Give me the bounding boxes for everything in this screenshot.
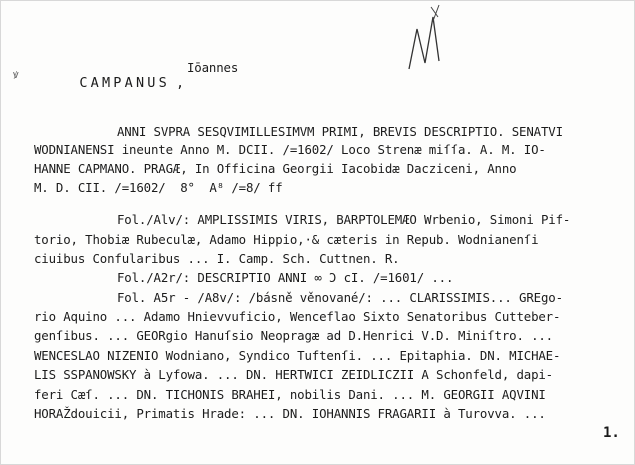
- card-heading: [34, 62, 187, 104]
- content-line-10: feri Cæſ. ... DN. TICHONIS BRAHEI, nobilis Dani. ... M. GEORGII AQVINI: [34, 387, 546, 402]
- content-line-3: ciuibus Confularibus ... I. Camp. Sch. Cuttnen. R.: [34, 251, 400, 266]
- content-line-9: LIS SSPANOWSKY à Lyfowa. ... DN. HERTWICI ZEIDLICZII A Schonfeld, dapi-: [34, 367, 553, 382]
- imprint-line: M. D. CII. /=1602/ 8° A⁸ /=8/ ff: [34, 180, 283, 195]
- handwritten-mark-icon: [405, 3, 453, 73]
- title-line-2: WODNIANENSI ineunte Anno M. DCII. /=1602/ Loco Strenæ miſſa. A. M. IO-: [34, 142, 546, 157]
- content-line-6: rio Aquino ... Adamo Hnievvuficio, Wenceflao Sixto Senatoribus Cutteber-: [34, 309, 561, 324]
- content-line-4: Fol./A2r/: DESCRIPTIO ANNI ∞ Ɔ cI. /=1601/ ...: [117, 270, 454, 285]
- heading-surname: CAMPANUS: [79, 75, 170, 91]
- content-line-11: HORAŽdouicii, Primatis Hrade: ... DN. IOHANNIS FRAGARII à Turovva. ...: [34, 406, 546, 421]
- content-line-1: Fol./Alv/: AMPLISSIMIS VIRIS, BARPTOLEMÆO Wrbenio, Simoni Pif-: [117, 212, 571, 227]
- content-line-8: WENCESLAO NIZENIO Wodniano, Syndico Tuftenſi. ... Epitaphia. DN. MICHAE-: [34, 348, 561, 363]
- title-line-3: HANNE CAPMANO. PRAGÆ, In Officina Georgii Iacobidæ Dacziceni, Anno: [34, 161, 517, 176]
- content-line-5: Fol. A5r - /A8v/: /básně věnované/: ... CLARISSIMIS... GREgo-: [117, 290, 563, 305]
- corner-mark: ꝟ: [13, 68, 19, 81]
- heading-separator: ,: [175, 75, 188, 91]
- page-number: 1.: [603, 425, 620, 441]
- heading-forename: Iōannes: [187, 60, 239, 75]
- title-line-1: ANNI SVPRA SESQVIMILLESIMVM PRIMI, BREVIS DESCRIPTIO. SENATVI: [117, 124, 563, 139]
- content-line-7: genſibus. ... GEORgio Hanuſsio Neopragæ ad D.Henrici V.D. Miniſtro. ...: [34, 328, 553, 343]
- content-line-2: torio, Thobiæ Rubeculæ, Adamo Hippio,·& cæteris in Repub. Wodnianenſi: [34, 232, 539, 247]
